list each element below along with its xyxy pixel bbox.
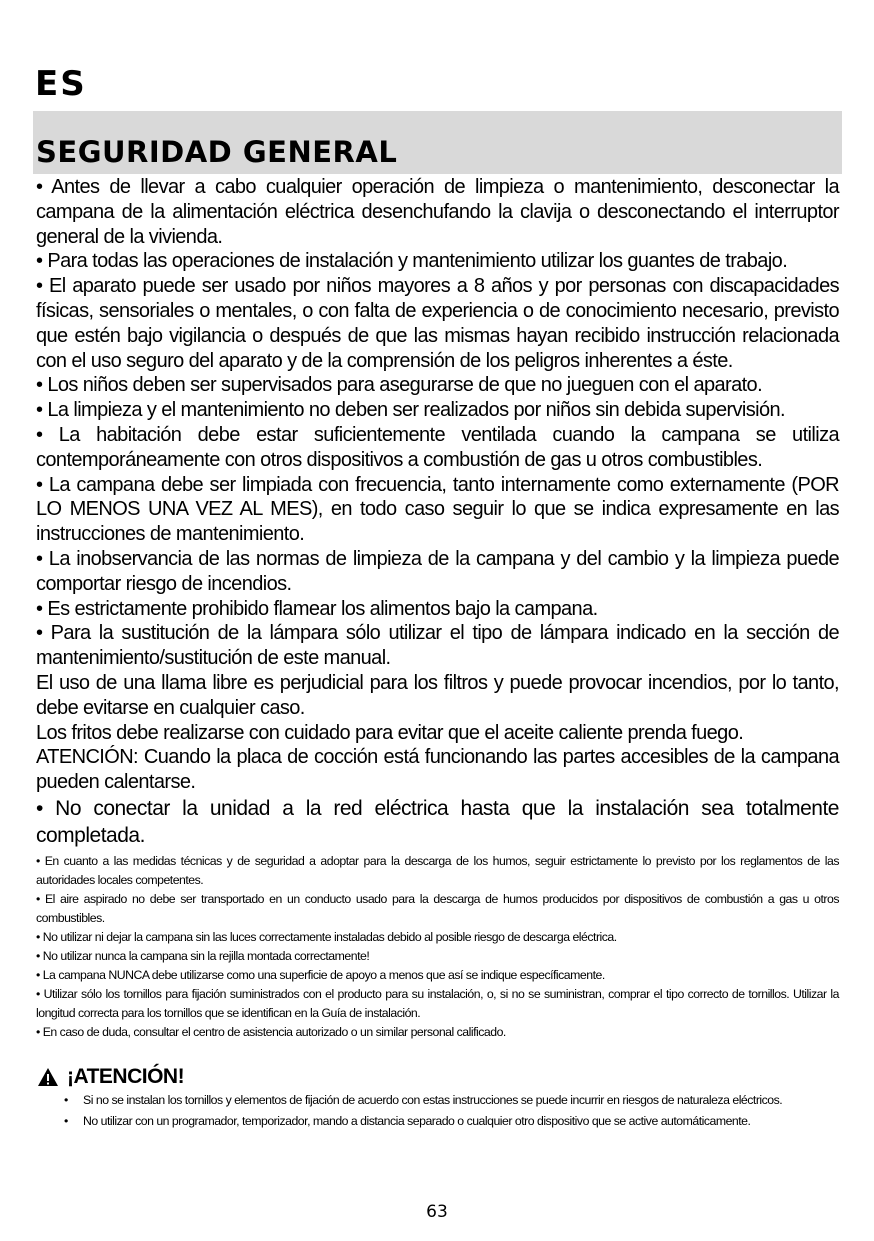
page-number: 63 (426, 1202, 448, 1222)
paragraph: • Es estrictamente prohibido flamear los alimentos bajo la campana. (36, 597, 598, 620)
paragraph: El uso de una llama libre es perjudicial para los filtros y puede provocar incendios, por lo tanto, debe evitarse en cualquier caso. (36, 671, 839, 719)
small-paragraph: • Utilizar sólo los tornillos para fijación suministrados con el producto para su instalación, o, si no se suministran, comprar el tipo correcto de tornillos. Utilizar la longitud correcta para los tornillos que se identifican en la Guía de instalación. (36, 987, 839, 1020)
small-paragraph: • En cuanto a las medidas técnicas y de seguridad a adoptar para la descarga de los humos, seguir estrictamente lo previsto por los reglamentos de las autoridades locales competentes. (36, 854, 839, 887)
paragraph: • No conectar la unidad a la red eléctrica hasta que la instalación sea totalmente completada. (36, 796, 839, 847)
list-item-text: Si no se instalan los tornillos y elementos de fijación de acuerdo con estas instrucciones se puede incurrir en riesgos de naturaleza eléctricos. (83, 1093, 783, 1107)
small-paragraph: • En caso de duda, consultar el centro de asistencia autorizado o un similar personal calificado. (36, 1025, 506, 1039)
small-paragraph: • No utilizar ni dejar la campana sin las luces correctamente instaladas debido al posible riesgo de descarga eléctrica. (36, 930, 617, 944)
paragraph: • La inobservancia de las normas de limpieza de la campana y del cambio y la limpieza puede comportar riesgo de incendios. (36, 547, 839, 595)
small-safety-text (36, 852, 839, 1042)
paragraph: • Para la sustitución de la lámpara sólo utilizar el tipo de lámpara indicado en la sección de mantenimiento/sustitución de este manual. (36, 622, 839, 670)
language-code: ES (35, 64, 87, 104)
bullet-icon: • (64, 1114, 68, 1128)
attention-list (64, 1091, 839, 1133)
list-item (64, 1112, 839, 1130)
list-item-text: No utilizar con un programador, temporizador, mando a distancia separado o cualquier otro dispositivo que se active automáticamente. (83, 1114, 751, 1128)
paragraph: • Antes de llevar a cabo cualquier operación de limpieza o mantenimiento, desconectar la campana de la alimentación eléctrica desenchufando la clavija o desconectando el interruptor general de la vivienda. (36, 176, 839, 248)
paragraph: • La limpieza y el mantenimiento no deben ser realizados por niños sin debida supervisión. (36, 399, 786, 422)
paragraph: ATENCIÓN: Cuando la placa de cocción está funcionando las partes accesibles de la campana pueden calentarse. (36, 746, 839, 794)
small-paragraph: • No utilizar nunca la campana sin la rejilla montada correctamente! (36, 949, 370, 963)
attention-heading (37, 1064, 184, 1090)
section-title: SEGURIDAD GENERAL (36, 135, 398, 169)
main-safety-text (36, 175, 839, 849)
attention-title: ¡ATENCIÓN! (67, 1065, 185, 1088)
list-item (64, 1091, 839, 1109)
paragraph: • El aparato puede ser usado por niños mayores a 8 años y por personas con discapacidades físicas, sensoriales o mentales, o con falta de experiencia o de conocimiento necesario, previsto que estén bajo vigilancia o después de que las mismas hayan recibido instrucción relacionada con el uso seguro del aparato y de la comprensión de los peligros inherentes a éste. (36, 275, 839, 372)
small-paragraph: • La campana NUNCA debe utilizarse como una superficie de apoyo a menos que así se indique específicamente. (36, 968, 605, 982)
warning-triangle-icon (37, 1067, 59, 1087)
paragraph: Los fritos debe realizarse con cuidado para evitar que el aceite caliente prenda fuego. (36, 721, 744, 744)
paragraph: • Los niños deben ser supervisados para asegurarse de que no jueguen con el aparato. (36, 374, 763, 397)
small-paragraph: • El aire aspirado no debe ser transportado en un conducto usado para la descarga de humos producidos por dispositivos de combustión a gas u otros combustibles. (36, 892, 839, 925)
bullet-icon: • (64, 1093, 68, 1107)
paragraph: • Para todas las operaciones de instalación y mantenimiento utilizar los guantes de trabajo. (36, 250, 788, 273)
paragraph: • La habitación debe estar suficientemente ventilada cuando la campana se utiliza contemporáneamente con otros dispositivos a combustión de gas u otros combustibles. (36, 423, 839, 471)
paragraph: • La campana debe ser limpiada con frecuencia, tanto internamente como externamente (POR LO MENOS UNA VEZ AL MES), en todo caso seguir lo que se indica expresamente en las instrucciones de mantenimiento. (36, 473, 839, 546)
